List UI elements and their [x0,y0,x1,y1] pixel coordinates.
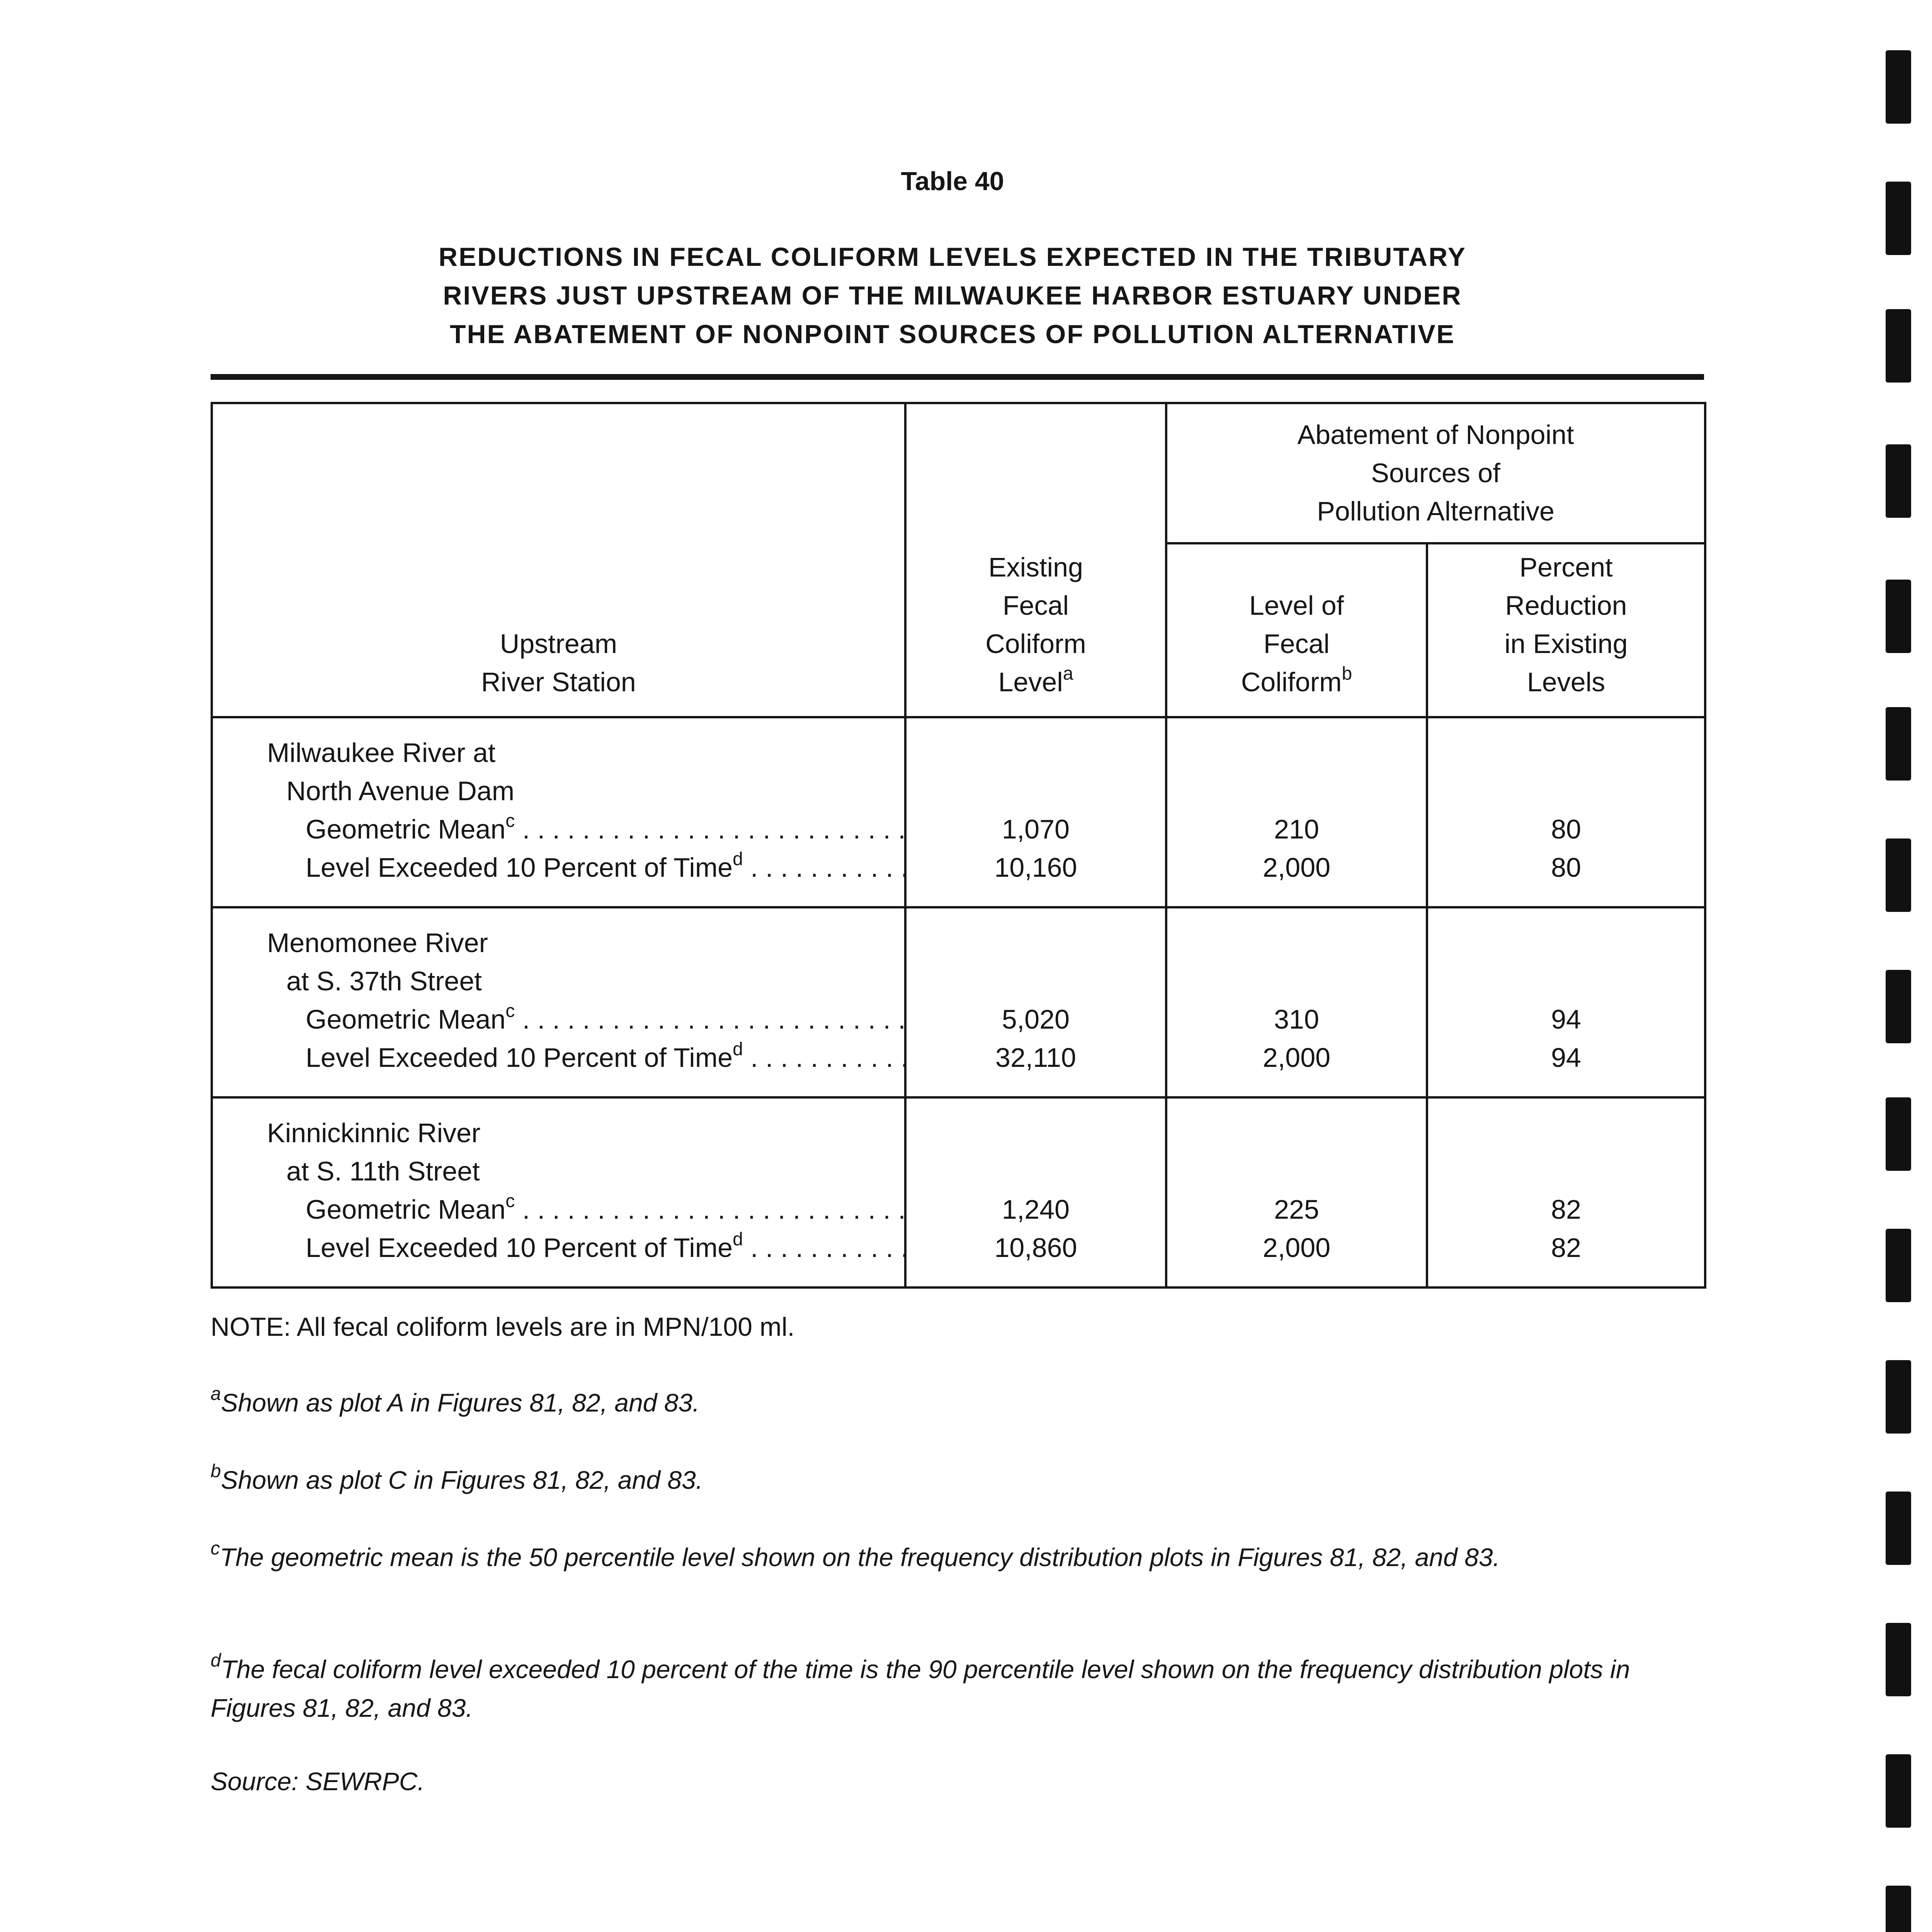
station-name: Kinnickinnic River [267,1118,481,1148]
value: 225 [1274,1194,1319,1225]
value: 94 [1551,1004,1581,1034]
header-group-line: Abatement of Nonpoint [1297,420,1574,450]
table-row [212,1097,1705,1287]
percent-cell [1427,1097,1705,1287]
value: 94 [1551,1043,1581,1073]
binding-mark [1886,182,1911,255]
existing-cell [905,717,1166,907]
coliform-table [211,402,1706,1289]
binding-mark [1886,1360,1911,1434]
percent-cell [1427,907,1705,1097]
header-percent [1427,543,1705,717]
level-cell [1166,907,1427,1097]
binding-mark [1886,1097,1911,1171]
binding-mark [1886,50,1911,124]
value: 82 [1551,1194,1581,1225]
binding-mark [1886,838,1911,912]
binding-mark [1886,1886,1911,1932]
header-level-line: Fecal [1263,629,1330,659]
header-station-line: River Station [481,667,636,697]
value: 2,000 [1262,1043,1331,1073]
header-group-line: Pollution Alternative [1317,496,1554,526]
value: 10,860 [994,1233,1077,1263]
table-row [212,717,1705,907]
level-cell [1166,717,1427,907]
header-station [212,403,905,717]
station-cell [212,907,905,1097]
footnote-c: $^c$The geometric mean is the 50 percentile level shown on the frequency distribution plots in Figures 81, 82, and 83. [211,1538,1500,1571]
value: 2,000 [1262,1233,1331,1263]
table-title-line: THE ABATEMENT OF NONPOINT SOURCES OF POLLUTION ALTERNATIVE [450,320,1455,349]
footnote-b: $^b$Shown as plot C in Figures 81, 82, and 83. [211,1461,703,1494]
row-label-geometric-mean: Geometric Mean$^c$ . . . [267,1000,904,1039]
station-cell [212,717,905,907]
station-location: at S. 11th Street [286,1156,480,1186]
header-group-line: Sources of [1371,458,1500,488]
value: 80 [1551,814,1581,844]
binding-mark [1886,1754,1911,1828]
footnote-ref: a [1063,663,1073,684]
header-alternative-group [1166,403,1705,543]
binding-mark [1886,1492,1911,1565]
value: 82 [1551,1233,1581,1263]
station-location: at S. 37th Street [286,966,482,996]
binding-mark [1886,444,1911,518]
binding-mark [1886,1229,1911,1302]
table-title-line: REDUCTIONS IN FECAL COLIFORM LEVELS EXPECTED IN THE TRIBUTARY [438,242,1467,272]
station-location: North Avenue Dam [286,776,515,806]
binding-mark [1886,707,1911,781]
value: 5,020 [1002,1004,1070,1034]
header-existing [905,403,1166,717]
row-label-geometric-mean: Geometric Mean$^c$ . . . [267,1190,904,1229]
header-percent-line: Levels [1527,667,1605,697]
existing-cell [905,907,1166,1097]
header-station-line: Upstream [500,629,617,659]
header-existing-line: Level [998,667,1063,697]
row-label-exceeded: Level Exceeded 10 Percent of Time$^d$ . . . [267,1229,904,1267]
binding-mark [1886,580,1911,653]
table-row [212,907,1705,1097]
header-existing-line: Coliform [985,629,1086,659]
header-percent-line: Percent [1519,552,1613,582]
header-level-line: Coliform [1241,667,1342,697]
header-existing-line: Fecal [1002,590,1069,621]
station-cell [212,1097,905,1287]
value: 80 [1551,852,1581,883]
table-top-rule [211,374,1704,380]
percent-cell [1427,717,1705,907]
value: 1,240 [1002,1194,1070,1225]
table-title-line: RIVERS JUST UPSTREAM OF THE MILWAUKEE HARBOR ESTUARY UNDER [443,281,1462,310]
header-percent-line: Reduction [1505,590,1627,621]
binding-mark [1886,970,1911,1043]
row-label-exceeded: Level Exceeded 10 Percent of Time$^d$ . . . [267,849,904,887]
level-cell [1166,1097,1427,1287]
table-source: Source: SEWRPC. [211,1767,425,1796]
table-title [270,238,1634,354]
header-level-line: Level of [1249,590,1344,621]
binding-mark [1886,309,1911,383]
value: 210 [1274,814,1319,844]
header-percent-line: in Existing [1504,629,1628,659]
table-note: NOTE: All fecal coliform levels are in MPN/100 ml. [211,1312,795,1342]
binding-mark [1886,1623,1911,1696]
header-existing-line: Existing [988,552,1083,582]
footnote-ref: b [1342,663,1352,684]
existing-cell [905,1097,1166,1287]
value: 310 [1274,1004,1319,1034]
row-label-exceeded: Level Exceeded 10 Percent of Time$^d$ . . . [267,1039,904,1077]
table-number: Table 40 [901,167,1004,196]
header-level [1166,543,1427,717]
station-name: Menomonee River [267,928,488,958]
value: 1,070 [1002,814,1070,844]
value: 32,110 [995,1043,1076,1073]
value: 10,160 [994,852,1077,883]
row-label-geometric-mean: Geometric Mean$^c$ . . . [267,810,904,849]
footnote-a: $^a$Shown as plot A in Figures 81, 82, and 83. [211,1384,700,1417]
station-name: Milwaukee River at [267,738,496,768]
footnote-d: $^d$The fecal coliform level exceeded 10 percent of the time is the 90 percentile level shown on the frequency distribution plots in Figures 81, 82, and 83. [211,1650,1630,1722]
header-row-group [212,403,1705,543]
value: 2,000 [1262,852,1331,883]
